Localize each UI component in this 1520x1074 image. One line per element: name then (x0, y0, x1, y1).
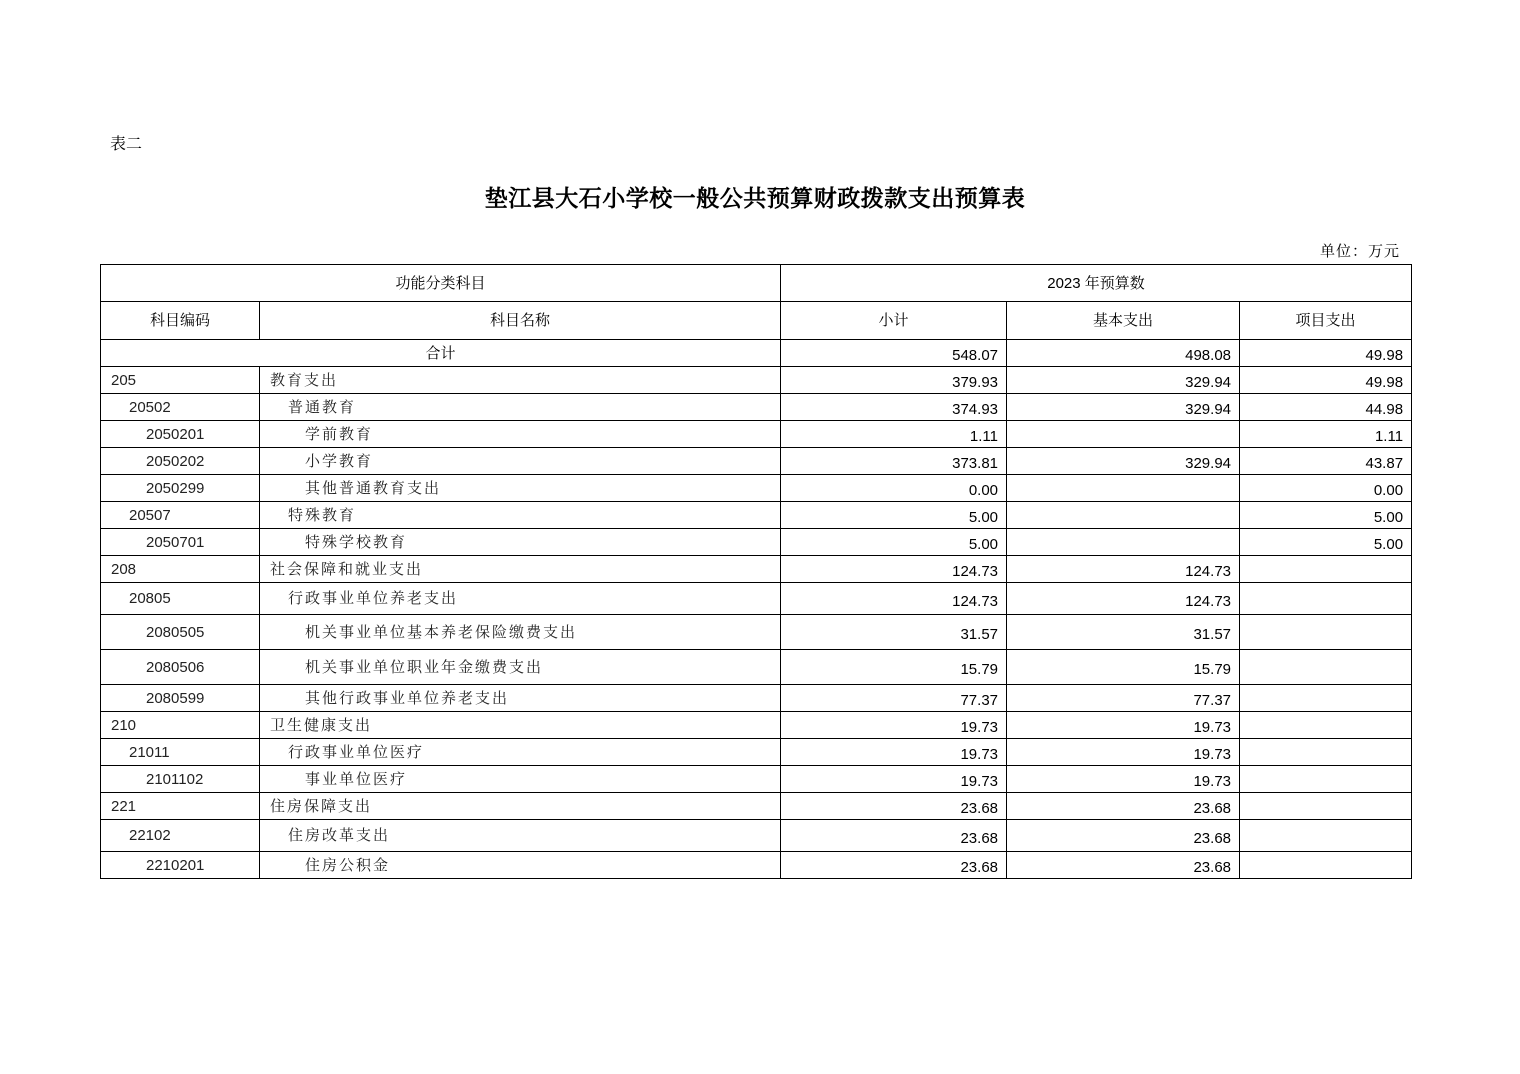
total-basic: 498.08 (1007, 340, 1240, 367)
header-project: 项目支出 (1240, 302, 1412, 340)
header-code: 科目编码 (101, 302, 260, 340)
unit-label: 单位：万元 (1319, 242, 1400, 260)
row-code: 2050201 (101, 421, 260, 448)
row-project: 1.11 (1240, 421, 1412, 448)
row-project (1240, 685, 1412, 712)
row-subtotal: 77.37 (781, 685, 1007, 712)
row-name: 住房改革支出 (260, 820, 781, 852)
row-subtotal: 31.57 (781, 615, 1007, 650)
row-basic (1007, 529, 1240, 556)
table-row (101, 739, 1412, 766)
table-row (101, 583, 1412, 615)
page-title: 垫江县大石小学校一般公共预算财政拨款支出预算表 (484, 185, 1026, 212)
header-subtotal: 小计 (781, 302, 1007, 340)
row-basic (1007, 475, 1240, 502)
table-row (101, 685, 1412, 712)
row-basic: 19.73 (1007, 739, 1240, 766)
total-project: 49.98 (1240, 340, 1412, 367)
row-name: 社会保障和就业支出 (260, 556, 781, 583)
row-code: 2080599 (101, 685, 260, 712)
row-code: 210 (101, 712, 260, 739)
row-code: 22102 (101, 820, 260, 852)
table-row (101, 793, 1412, 820)
row-code: 2080505 (101, 615, 260, 650)
row-subtotal: 374.93 (781, 394, 1007, 421)
row-subtotal: 124.73 (781, 583, 1007, 615)
row-basic (1007, 421, 1240, 448)
row-project (1240, 650, 1412, 685)
row-subtotal: 5.00 (781, 502, 1007, 529)
row-basic: 19.73 (1007, 766, 1240, 793)
row-name: 行政事业单位养老支出 (260, 583, 781, 615)
row-basic: 15.79 (1007, 650, 1240, 685)
row-basic: 329.94 (1007, 367, 1240, 394)
row-code: 2101102 (101, 766, 260, 793)
row-basic (1007, 502, 1240, 529)
row-basic: 329.94 (1007, 394, 1240, 421)
table-row (101, 766, 1412, 793)
row-subtotal: 0.00 (781, 475, 1007, 502)
row-name: 普通教育 (260, 394, 781, 421)
table-row (101, 367, 1412, 394)
row-basic: 19.73 (1007, 712, 1240, 739)
row-code: 208 (101, 556, 260, 583)
row-name: 特殊学校教育 (260, 529, 781, 556)
total-row (101, 340, 1412, 367)
row-basic: 31.57 (1007, 615, 1240, 650)
table-row (101, 421, 1412, 448)
row-code: 2050299 (101, 475, 260, 502)
table-row (101, 448, 1412, 475)
row-name: 事业单位医疗 (260, 766, 781, 793)
row-project: 49.98 (1240, 367, 1412, 394)
header-basic: 基本支出 (1007, 302, 1240, 340)
row-name: 其他普通教育支出 (260, 475, 781, 502)
header-columns-row (101, 302, 1412, 340)
row-name: 特殊教育 (260, 502, 781, 529)
row-project (1240, 556, 1412, 583)
row-subtotal: 23.68 (781, 793, 1007, 820)
header-group-row (101, 265, 1412, 302)
table-row (101, 820, 1412, 852)
row-code: 21011 (101, 739, 260, 766)
row-subtotal: 124.73 (781, 556, 1007, 583)
row-project: 5.00 (1240, 502, 1412, 529)
row-subtotal: 19.73 (781, 712, 1007, 739)
row-project (1240, 583, 1412, 615)
row-code: 20507 (101, 502, 260, 529)
row-name: 学前教育 (260, 421, 781, 448)
table-row (101, 529, 1412, 556)
header-functional-classification: 功能分类科目 (101, 265, 781, 302)
header-budget-year: 2023 年预算数 (781, 265, 1412, 302)
table-row (101, 712, 1412, 739)
table-row (101, 502, 1412, 529)
row-project (1240, 820, 1412, 852)
row-subtotal: 19.73 (781, 766, 1007, 793)
row-basic: 23.68 (1007, 820, 1240, 852)
row-code: 221 (101, 793, 260, 820)
total-label: 合计 (101, 340, 781, 367)
row-subtotal: 19.73 (781, 739, 1007, 766)
header-name: 科目名称 (260, 302, 781, 340)
row-name: 其他行政事业单位养老支出 (260, 685, 781, 712)
row-subtotal: 15.79 (781, 650, 1007, 685)
row-basic: 77.37 (1007, 685, 1240, 712)
row-code: 20805 (101, 583, 260, 615)
budget-table (100, 264, 1412, 879)
row-code: 205 (101, 367, 260, 394)
row-basic: 124.73 (1007, 556, 1240, 583)
row-project (1240, 615, 1412, 650)
row-project: 5.00 (1240, 529, 1412, 556)
row-name: 机关事业单位职业年金缴费支出 (260, 650, 781, 685)
row-basic: 124.73 (1007, 583, 1240, 615)
table-row (101, 615, 1412, 650)
row-project (1240, 852, 1412, 879)
row-name: 住房保障支出 (260, 793, 781, 820)
table-row (101, 650, 1412, 685)
row-name: 住房公积金 (260, 852, 781, 879)
row-project: 43.87 (1240, 448, 1412, 475)
table-row (101, 475, 1412, 502)
total-subtotal: 548.07 (781, 340, 1007, 367)
row-project (1240, 793, 1412, 820)
table-row (101, 852, 1412, 879)
row-basic: 329.94 (1007, 448, 1240, 475)
row-code: 2050701 (101, 529, 260, 556)
row-name: 机关事业单位基本养老保险缴费支出 (260, 615, 781, 650)
row-code: 2210201 (101, 852, 260, 879)
row-name: 卫生健康支出 (260, 712, 781, 739)
table-row (101, 394, 1412, 421)
row-subtotal: 1.11 (781, 421, 1007, 448)
row-code: 2050202 (101, 448, 260, 475)
row-name: 小学教育 (260, 448, 781, 475)
row-project (1240, 766, 1412, 793)
row-project (1240, 739, 1412, 766)
row-basic: 23.68 (1007, 793, 1240, 820)
row-subtotal: 379.93 (781, 367, 1007, 394)
row-name: 教育支出 (260, 367, 781, 394)
row-subtotal: 373.81 (781, 448, 1007, 475)
row-subtotal: 5.00 (781, 529, 1007, 556)
row-project (1240, 712, 1412, 739)
page-label: 表二 (110, 134, 143, 153)
row-subtotal: 23.68 (781, 820, 1007, 852)
row-subtotal: 23.68 (781, 852, 1007, 879)
row-code: 2080506 (101, 650, 260, 685)
row-basic: 23.68 (1007, 852, 1240, 879)
row-project: 44.98 (1240, 394, 1412, 421)
row-name: 行政事业单位医疗 (260, 739, 781, 766)
row-code: 20502 (101, 394, 260, 421)
row-project: 0.00 (1240, 475, 1412, 502)
table-row (101, 556, 1412, 583)
